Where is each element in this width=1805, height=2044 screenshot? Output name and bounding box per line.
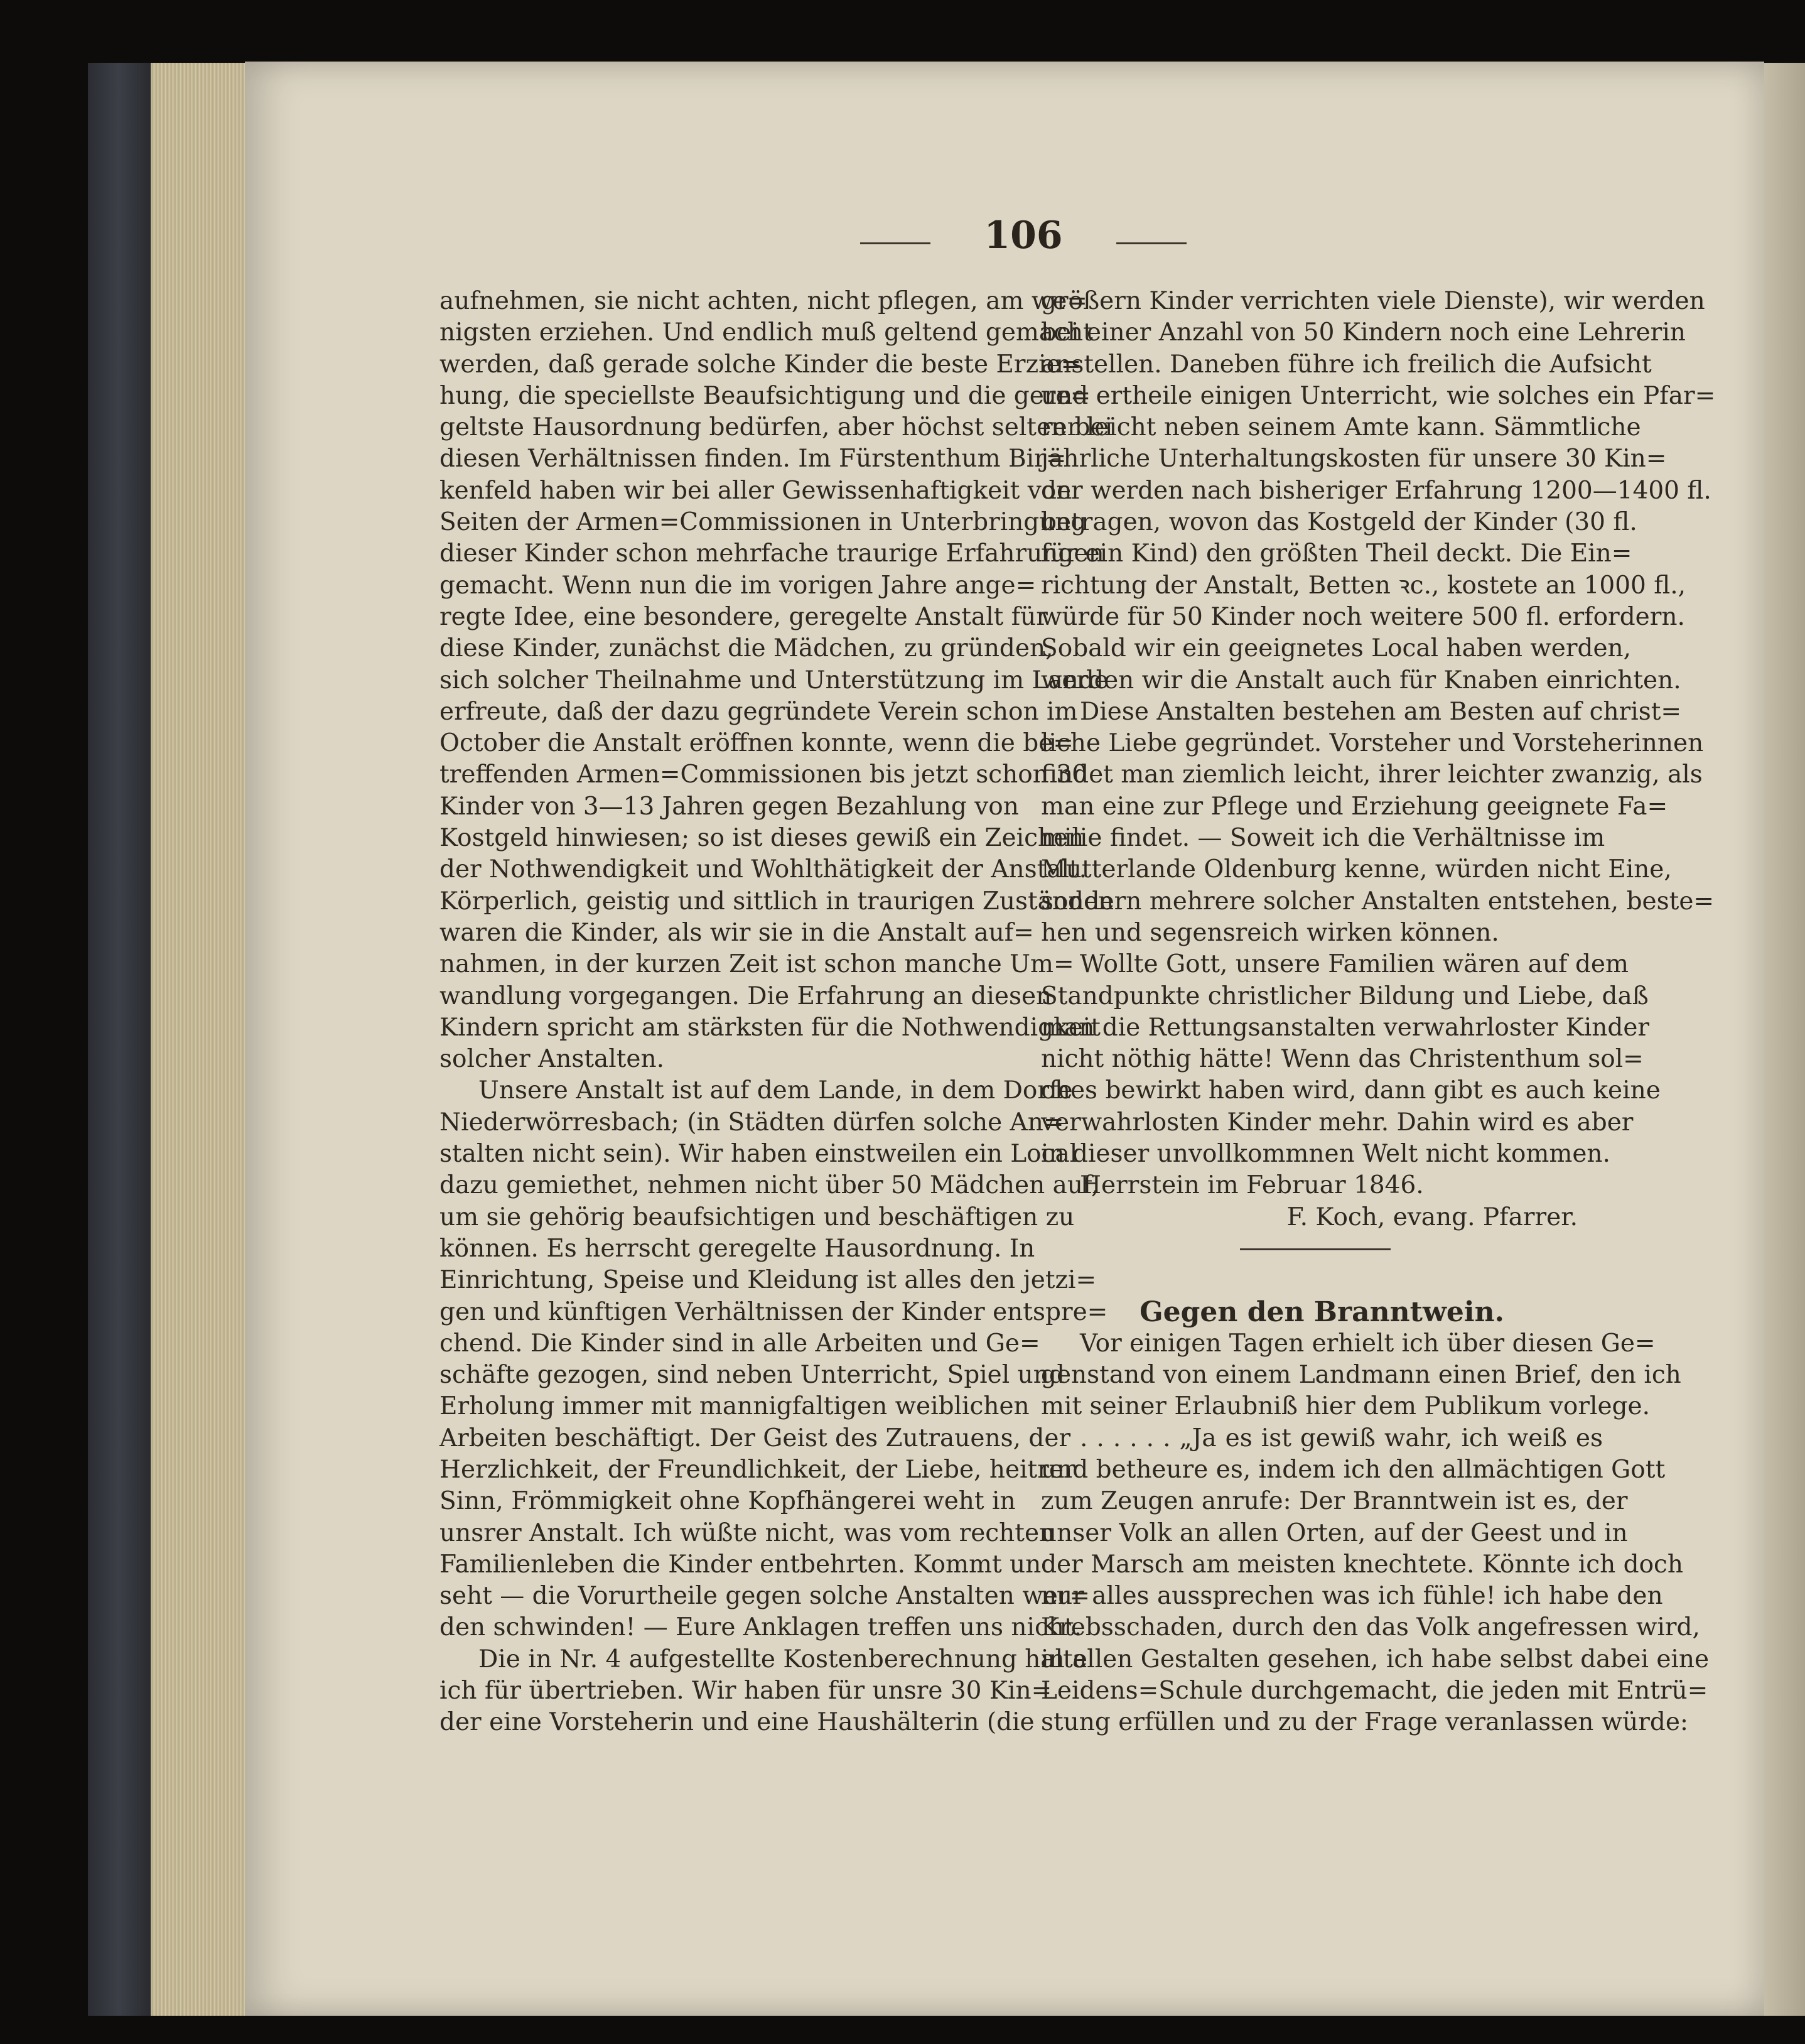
page-header (860, 214, 1187, 264)
text-line: dazu gemiethet, nehmen nicht über 50 Mädchen auf, (439, 1171, 1099, 1200)
text-line: ches bewirkt haben wird, dann gibt es auch keine (1041, 1076, 1661, 1105)
text-line: der werden nach bisheriger Erfahrung 1200—1400 fl. (1041, 476, 1711, 505)
text-line: können. Es herrscht geregelte Hausordnung. In (439, 1234, 1035, 1263)
text-line: Einrichtung, Speise und Kleidung ist alles den jetzi= (439, 1266, 1097, 1295)
text-line: October die Anstalt eröffnen konnte, wenn die be= (439, 729, 1074, 758)
text-line: solcher Anstalten. (439, 1045, 665, 1074)
right-column-body (1041, 286, 1716, 1202)
section-heading: Gegen den Branntwein. (1140, 1295, 1504, 1328)
text-line: diesen Verhältnissen finden. Im Fürstenthum Bir= (439, 445, 1067, 473)
header-rule-right (1116, 242, 1187, 244)
text-line: betragen, wovon das Kostgeld der Kinder (30 fl. (1041, 508, 1637, 537)
text-line: Die in Nr. 4 aufgestellte Kostenberechnung halte (478, 1645, 1087, 1674)
text-line: Wollte Gott, unsere Familien wären auf dem (1080, 950, 1629, 979)
text-line: der Marsch am meisten knechtete. Könnte ich doch (1041, 1550, 1684, 1579)
text-line: bei einer Anzahl von 50 Kindern noch eine Lehrerin (1041, 318, 1686, 347)
text-line: werden wir die Anstalt auch für Knaben einrichten. (1041, 666, 1681, 695)
text-line: Arbeiten beschäftigt. Der Geist des Zutrauens, der (439, 1424, 1071, 1452)
text-line: nicht nöthig hätte! Wenn das Christenthum sol= (1041, 1045, 1644, 1074)
text-line: werden, daß gerade solche Kinder die beste Erzie= (439, 350, 1082, 379)
text-line: Mutterlande Oldenburg kenne, würden nicht Eine, (1041, 855, 1672, 884)
text-line: hung, die speciellste Beaufsichtigung und die gere= (439, 381, 1091, 410)
text-line: Kindern spricht am stärksten für die Nothwendigkeit (439, 1013, 1101, 1042)
text-line: regte Idee, eine besondere, geregelte Anstalt für (439, 602, 1048, 631)
text-line: Niederwörresbach; (in Städten dürfen solche An= (439, 1108, 1064, 1137)
text-line: . . . . . . „Ja es ist gewiß wahr, ich weiß es (1080, 1424, 1603, 1452)
stacked-page-edges (151, 63, 251, 2016)
text-line: in allen Gestalten gesehen, ich habe selbst dabei eine (1041, 1645, 1710, 1674)
text-line: jährliche Unterhaltungskosten für unsere 30 Kin= (1041, 445, 1667, 473)
spacer (1041, 1265, 1603, 1296)
text-line: Herrstein im Februar 1846. (1080, 1171, 1424, 1200)
text-line: treffenden Armen=Commissionen bis jetzt schon 30 (439, 760, 1087, 789)
text-line: geltste Hausordnung bedürfen, aber höchst selten bei (439, 413, 1113, 442)
section-body (1041, 1328, 1710, 1739)
text-line: gen und künftigen Verhältnissen der Kinder entspre= (439, 1297, 1108, 1326)
text-line: man die Rettungsanstalten verwahrloster Kinder (1041, 1013, 1650, 1042)
text-line: Seiten der Armen=Commissionen in Unterbringung (439, 508, 1087, 537)
text-line: der eine Vorsteherin und eine Haushälterin (die (439, 1708, 1035, 1737)
text-line: diese Kinder, zunächst die Mädchen, zu gründen, (439, 634, 1053, 663)
text-line: Kostgeld hinwiesen; so ist dieses gewiß ein Zeichen (439, 824, 1084, 853)
text-line: erfreute, daß der dazu gegründete Verein schon im (439, 697, 1078, 726)
text-line: Standpunkte christlicher Bildung und Liebe, daß (1041, 981, 1649, 1010)
text-line: schäfte gezogen, sind neben Unterricht, Spiel und (439, 1361, 1065, 1390)
book-spine-binding (88, 63, 157, 2016)
text-line: aufnehmen, sie nicht achten, nicht pflegen, am we= (439, 287, 1087, 315)
text-line: und betheure es, indem ich den allmächtigen Gott (1041, 1455, 1666, 1484)
signature: F. Koch, evang. Pfarrer. (1286, 1203, 1578, 1231)
text-line: nahmen, in der kurzen Zeit ist schon manche Um= (439, 950, 1074, 979)
text-line: für ein Kind) den größten Theil deckt. Die Ein= (1041, 539, 1632, 568)
text-line: dieser Kinder schon mehrfache traurige Erfahrungen (439, 539, 1104, 568)
facing-page-edge (1758, 63, 1805, 2016)
text-line: Krebsschaden, durch den das Volk angefressen wird, (1041, 1613, 1700, 1642)
text-line: sich solcher Theilnahme und Unterstützung im Lande (439, 666, 1109, 695)
text-line: seht — die Vorurtheile gegen solche Anstalten wer= (439, 1582, 1091, 1611)
text-line: milie findet. — Soweit ich die Verhältnisse im (1041, 824, 1605, 853)
text-line: ich für übertrieben. Wir haben für unsre 30 Kin= (439, 1677, 1052, 1706)
text-line: waren die Kinder, als wir sie in die Anstalt auf= (439, 918, 1034, 947)
text-line: Vor einigen Tagen erhielt ich über diesen Ge= (1080, 1329, 1656, 1358)
text-line: man eine zur Pflege und Erziehung geeignete Fa= (1041, 792, 1668, 821)
text-line: kenfeld haben wir bei aller Gewissenhaftigkeit von (439, 476, 1072, 505)
text-line: verwahrlosten Kinder mehr. Dahin wird es aber (1041, 1108, 1634, 1137)
text-line: Familienleben die Kinder entbehrten. Kommt und (439, 1550, 1057, 1579)
text-line: zum Zeugen anrufe: Der Branntwein ist es, der (1041, 1487, 1628, 1516)
text-line: stalten nicht sein). Wir haben einstweilen ein Local (439, 1140, 1078, 1169)
text-line: sondern mehrere solcher Anstalten entstehen, beste= (1041, 887, 1715, 916)
page-number: 106 (984, 214, 1063, 257)
text-line: Diese Anstalten bestehen am Besten auf christ= (1080, 697, 1682, 726)
text-line: größern Kinder verrichten viele Dienste), wir werden (1041, 287, 1705, 315)
text-line: Sinn, Frömmigkeit ohne Kopfhängerei weht in (439, 1487, 1016, 1516)
text-line: wandlung vorgegangen. Die Erfahrung an diesen (439, 981, 1052, 1010)
text-line: mit seiner Erlaubniß hier dem Publikum vorlege. (1041, 1392, 1650, 1421)
text-line: gemacht. Wenn nun die im vorigen Jahre ange= (439, 571, 1037, 600)
text-line: Sobald wir ein geeignetes Local haben werden, (1041, 634, 1632, 663)
text-line: um sie gehörig beaufsichtigen und beschäftigen zu (439, 1203, 1075, 1231)
text-line: chend. Die Kinder sind in alle Arbeiten und Ge= (439, 1329, 1040, 1358)
text-line: genstand von einem Landmann einen Brief, den ich (1041, 1361, 1681, 1390)
text-line: findet man ziemlich leicht, ihrer leichter zwanzig, als (1041, 760, 1703, 789)
text-line: der Nothwendigkeit und Wohlthätigkeit der Anstalt. (439, 855, 1087, 884)
text-line: nigsten erziehen. Und endlich muß geltend gemacht (439, 318, 1093, 347)
text-line: anstellen. Daneben führe ich freilich die Aufsicht (1041, 350, 1652, 379)
text-line: unsrer Anstalt. Ich wüßte nicht, was vom rechten (439, 1518, 1055, 1547)
text-line: stung erfüllen und zu der Frage veranlassen würde: (1041, 1708, 1689, 1737)
text-line: Herzlichkeit, der Freundlichkeit, der Liebe, heitrer (439, 1455, 1075, 1484)
text-line: hen und segensreich wirken können. (1041, 918, 1499, 947)
text-line: nur alles aussprechen was ich fühle! ich habe den (1041, 1582, 1663, 1611)
text-line: würde für 50 Kinder noch weitere 500 fl. erfordern. (1041, 602, 1685, 631)
text-line: Leidens=Schule durchgemacht, die jeden mit Entrü= (1041, 1677, 1708, 1706)
text-line: rer leicht neben seinem Amte kann. Sämmtliche (1041, 413, 1641, 442)
text-line: Unsere Anstalt ist auf dem Lande, in dem Dorfe (478, 1076, 1073, 1105)
text-line: Erholung immer mit mannigfaltigen weiblichen (439, 1392, 1030, 1421)
right-column (1041, 286, 1716, 1739)
text-line: unser Volk an allen Orten, auf der Geest und in (1041, 1518, 1628, 1547)
text-line: liche Liebe gegründet. Vorsteher und Vorsteherinnen (1041, 729, 1704, 758)
left-column (439, 286, 1114, 1739)
text-line: in dieser unvollkommnen Welt nicht kommen. (1041, 1140, 1610, 1169)
text-line: und ertheile einigen Unterricht, wie solches ein Pfar= (1041, 381, 1716, 410)
text-line: den schwinden! — Eure Anklagen treffen uns nicht. (439, 1613, 1082, 1642)
text-line: richtung der Anstalt, Betten ꝛc., kostete an 1000 fl., (1041, 571, 1686, 600)
text-line: Körperlich, geistig und sittlich in traurigen Zuständen (439, 887, 1114, 916)
text-line: Kinder von 3—13 Jahren gegen Bezahlung von (439, 792, 1019, 821)
section-divider (1240, 1248, 1391, 1250)
